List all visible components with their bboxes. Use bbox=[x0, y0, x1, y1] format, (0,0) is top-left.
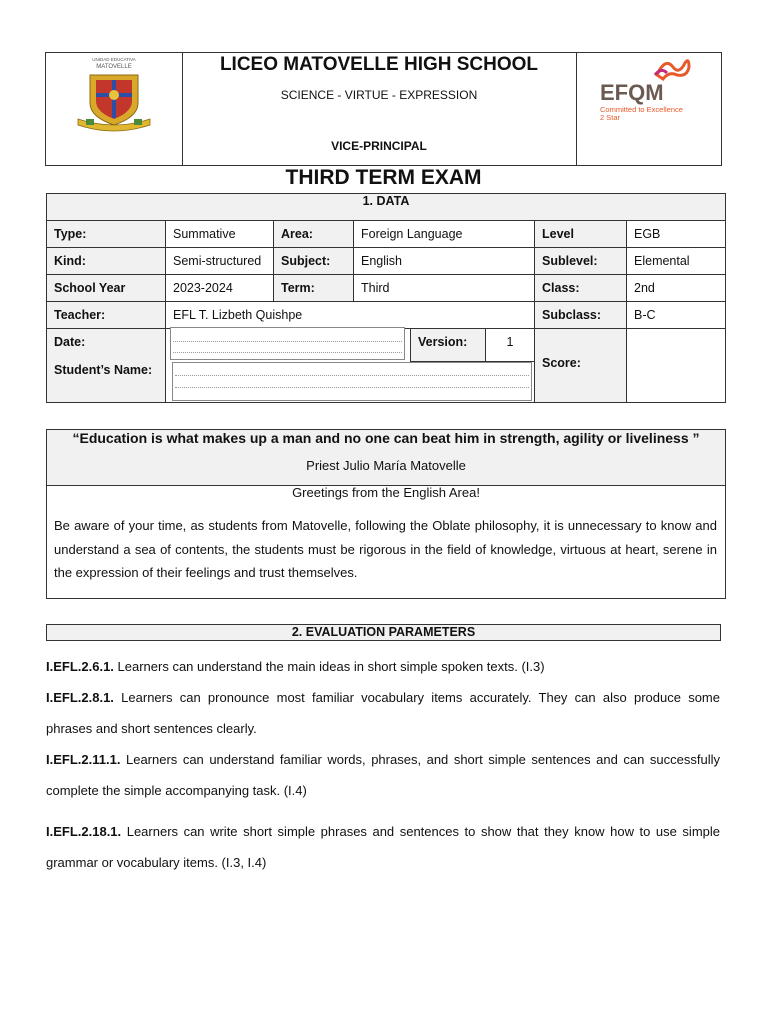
teacher-value: EFL T. Lizbeth Quishpe bbox=[165, 301, 535, 329]
quote-box bbox=[46, 429, 726, 599]
school-motto: SCIENCE - VIRTUE - EXPRESSION bbox=[280, 88, 478, 102]
kind-label: Kind: bbox=[46, 247, 166, 275]
efqm-logo-cell bbox=[576, 53, 722, 165]
evaluation-section-title: 2. EVALUATION PARAMETERS bbox=[46, 624, 721, 641]
intro-paragraph: Be aware of your time, as students from Matovelle, following the Oblate philosophy, it is unnecessary to know and understand a sea of contents, the students must be rigorous in the field of knowledge, virtuous at heart, serene in the expression of their feelings and trust themselves. bbox=[54, 518, 717, 580]
quote-author: Priest Julio María Matovelle bbox=[306, 458, 466, 473]
subject-label: Subject: bbox=[273, 247, 354, 275]
criterion-text: Learners can understand familiar words, phrases, and short simple sentences and can successfully complete the simple accompanying task. (I.4) bbox=[46, 752, 720, 798]
criterion-code: I.EFL.2.11.1. bbox=[46, 752, 121, 767]
sublevel-label: Sublevel: bbox=[534, 247, 627, 275]
student-name-field[interactable] bbox=[172, 362, 532, 401]
efqm-brand: EFQM bbox=[600, 80, 664, 105]
area-value: Foreign Language bbox=[353, 220, 535, 248]
school-year-value: 2023-2024 bbox=[165, 274, 274, 302]
date-label: Date: bbox=[54, 335, 86, 349]
version-value: 1 bbox=[485, 328, 535, 362]
school-name: LICEO MATOVELLE HIGH SCHOOL bbox=[219, 54, 539, 75]
area-label: Area: bbox=[273, 220, 354, 248]
data-table bbox=[46, 193, 726, 403]
criterion-code: I.EFL.2.8.1. bbox=[46, 690, 114, 705]
efqm-logo bbox=[577, 53, 722, 165]
school-year-label: School Year bbox=[46, 274, 166, 302]
school-logo-cell bbox=[46, 53, 183, 165]
criterion-item bbox=[46, 682, 720, 744]
date-field[interactable] bbox=[170, 327, 405, 360]
kind-value: Semi-structured bbox=[165, 247, 274, 275]
score-field[interactable] bbox=[626, 328, 726, 403]
subclass-value: B-C bbox=[626, 301, 726, 329]
efqm-line1: Committed to Excellence bbox=[600, 105, 683, 114]
teacher-label: Teacher: bbox=[46, 301, 166, 329]
subject-value: English bbox=[353, 247, 535, 275]
logo-text-top: UNIDAD EDUCATIVA bbox=[92, 57, 136, 62]
term-label: Term: bbox=[273, 274, 354, 302]
efqm-line2: 2 Star bbox=[600, 113, 621, 122]
criterion-item bbox=[46, 744, 720, 806]
type-label: Type: bbox=[46, 220, 166, 248]
data-section-title: 1. DATA bbox=[46, 193, 726, 221]
class-label: Class: bbox=[534, 274, 627, 302]
student-name-label: Student’s Name: bbox=[54, 363, 153, 377]
quote-text: “Education is what makes up a man and no one can beat him in strength, agility or liveliness ” bbox=[72, 430, 700, 446]
criterion-item bbox=[46, 651, 720, 682]
date-student-label-cell bbox=[46, 328, 166, 403]
criterion-text: Learners can pronounce most familiar vocabulary items accurately. They can also produce some phrases and short sentences clearly. bbox=[46, 690, 720, 736]
exam-title: THIRD TERM EXAM bbox=[285, 166, 482, 189]
logo-text-name: MATOVELLE bbox=[96, 64, 132, 70]
subclass-label: Subclass: bbox=[534, 301, 627, 329]
version-label: Version: bbox=[410, 328, 486, 362]
criterion-code: I.EFL.2.6.1. bbox=[46, 659, 114, 674]
sublevel-value: Elemental bbox=[626, 247, 726, 275]
greeting-text: Greetings from the English Area! bbox=[292, 485, 480, 500]
term-value: Third bbox=[353, 274, 535, 302]
school-crest-logo bbox=[46, 53, 182, 165]
criterion-item bbox=[46, 816, 720, 878]
score-label: Score: bbox=[534, 328, 627, 403]
class-value: 2nd bbox=[626, 274, 726, 302]
level-label: Level bbox=[534, 220, 627, 248]
criterion-text: Learners can understand the main ideas in short simple spoken texts. (I.3) bbox=[113, 659, 545, 674]
criterion-text: Learners can write short simple phrases and sentences to show that they know how to use simple grammar or vocabulary items. (I.3, I.4) bbox=[46, 824, 720, 870]
header-table bbox=[45, 52, 722, 166]
level-value: EGB bbox=[626, 220, 726, 248]
vice-principal-label: VICE-PRINCIPAL bbox=[331, 139, 427, 153]
type-value: Summative bbox=[165, 220, 274, 248]
criterion-code: I.EFL.2.18.1. bbox=[46, 824, 122, 839]
